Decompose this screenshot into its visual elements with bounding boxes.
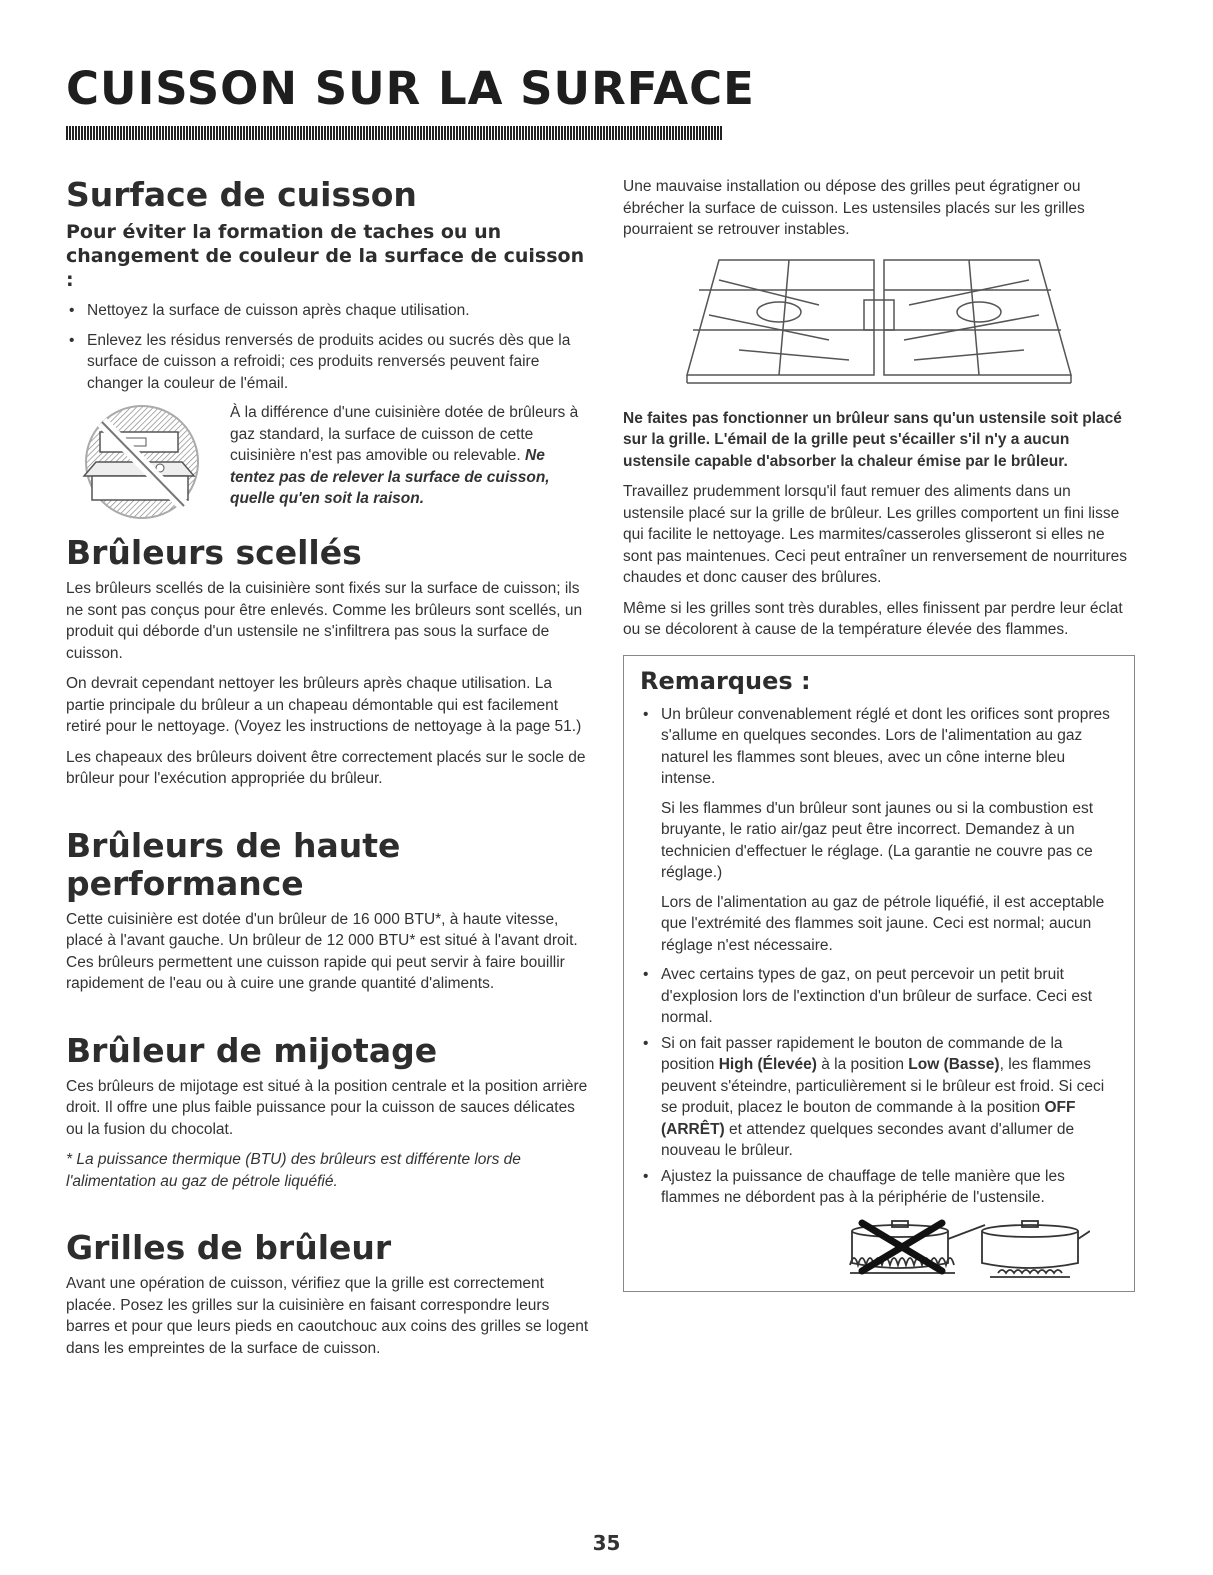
right-column: [623, 176, 1135, 1292]
note-lp-gas: Lors de l'alimentation au gaz de pétrole liquéfié, il est acceptable que l'extrémité des flammes soit jaune. Ceci est normal; aucun réglage n'est nécessaire.: [661, 893, 1105, 954]
durable-paragraph: Même si les grilles sont très durables, elles finissent par perdre leur éclat ou se décolorent à cause de la température élevée des flammes.: [623, 599, 1123, 638]
notes-bullets-2: [640, 964, 1118, 1209]
burner-grates-illustration: [679, 250, 1079, 390]
page-title: CUISSON SUR LA SURFACE: [66, 62, 755, 115]
warning-paragraph: Ne faites pas fonctionner un brûleur sans qu'un ustensile soit placé sur la grille. L'émail de la grille peut s'écailler s'il n'y a aucun ustensile capable d'absorber la chaleur émise par le brûleur.: [623, 409, 1122, 470]
surface-bullets: [66, 300, 591, 394]
label-high: High (Élevée): [718, 1056, 817, 1073]
heading-surface: Surface de cuisson: [66, 175, 417, 214]
heading-simmer-burner: Brûleur de mijotage: [66, 1030, 438, 1070]
grates-p1: Avant une opération de cuisson, vérifiez que la grille est correctement placée. Posez les grilles sur la cuisinière en faisant correspondre leurs barres et pour que leurs pieds en caoutchouc aux coins des grilles se logent dans les empreintes de la surface de cuisson.: [66, 1275, 589, 1357]
label-off: OFF (ARRÊT): [661, 1099, 1076, 1138]
heading-sealed-burners: Brûleurs scellés: [66, 533, 362, 572]
notes-heading: Remarques :: [640, 666, 811, 695]
notes-box: [623, 655, 1135, 1292]
subheading-stains: Pour éviter la formation de taches ou un changement de couleur de la surface de cuisson :: [66, 221, 585, 291]
note-flame-size: • Ajustez la puissance de chauffage de telle manière que les flammes ne débordent pas à la périphérie de l'ustensile.: [640, 1166, 1118, 1209]
flame-size-illustration: [840, 1217, 1090, 1279]
page-number: 35: [592, 1531, 621, 1555]
btu-footnote: * La puissance thermique (BTU) des brûleurs est différente lors de l'alimentation au gaz de pétrole liquéfié.: [66, 1151, 521, 1190]
no-lift-cooktop-illustration: [62, 402, 222, 522]
sealed-p3: Les chapeaux des brûleurs doivent être correctement placés sur le socle de brûleur pour l'exécution appropriée du brûleur.: [66, 748, 586, 787]
note-pop-noise: • Avec certains types de gaz, on peut percevoir un petit bruit d'explosion lors de l'extinction d'un brûleur de surface. Ceci est normal.: [640, 964, 1118, 1029]
bullet-clean: • Nettoyez la surface de cuisson après chaque utilisation.: [66, 300, 591, 322]
heading-high-performance: Brûleurs de haute performance: [66, 825, 401, 903]
notes-bullets: [640, 704, 1118, 790]
title-rule: [66, 126, 722, 140]
bullet-residue: • Enlevez les résidus renversés de produits acides ou sucrés dès que la surface de cuisson a refroidi; ces produits renversés peuvent faire changer la couleur de l'émail.: [66, 330, 591, 395]
note-ignition: • Un brûleur convenablement réglé et dont les orifices sont propres s'allume en quelques secondes. Lors de l'alimentation au gaz naturel les flammes sont bleues, avec un cône interne bleu intense.: [640, 704, 1118, 790]
sealed-p2: On devrait cependant nettoyer les brûleurs après chaque utilisation. La partie principale du brûleur a un chapeau démontable qui est facilement retiré pour le nettoyage. (Voyez les instructions de nettoyage à la page 51.): [66, 675, 582, 735]
left-column: [66, 176, 591, 1368]
surface-warning-emphasis: Ne tentez pas de relever la surface de cuisson, quelle qu'en soit la raison.: [230, 447, 550, 507]
install-paragraph: Une mauvaise installation ou dépose des grilles peut égratigner ou ébrécher la surface de cuisson. Les ustensiles placés sur les grilles pourraient se retrouver instables.: [623, 178, 1085, 238]
heading-burner-grates: Grilles de brûleur: [66, 1228, 392, 1267]
high-p1: Cette cuisinière est dotée d'un brûleur de 16 000 BTU*, à haute vitesse, placé à l'avant gauche. Un brûleur de 12 000 BTU* est situé à l'avant droit. Ces brûleurs permettent une cuisson rapide qui peut servir à faire bouillir rapidement de l'eau ou à cuire une grande quantité d'aliments.: [66, 910, 578, 992]
simmer-p1: Ces brûleurs de mijotage est situé à la position centrale et la position arrière droit. Il offre une plus faible puissance pour la cuisson de sauces délicates ou la fusion du chocolat.: [66, 1077, 588, 1138]
note-knob-switch: • Si on fait passer rapidement le bouton de commande de la position High (Élevée) à la position Low (Basse), les flammes peuvent s'éteindre, particulièrement si le brûleur est froid. Si ceci se produit, placez le bouton de commande à la position OFF (ARRÊT) et attendez quelques secondes avant d'allumer de nouveau le brûleur.: [640, 1033, 1118, 1162]
care-paragraph: Travaillez prudemment lorsqu'il faut remuer des aliments dans un ustensile placé sur la grille de brûleur. Les grilles comportent un fini lisse qui facilite le nettoyage. Les marmites/casseroles glisseront si elles ne sont pas maintenues. Ceci peut entraîner un renversement de nourritures chaudes et donc causer des brûlures.: [623, 483, 1128, 586]
sealed-p1: Les brûleurs scellés de la cuisinière sont fixés sur la surface de cuisson; ils ne sont pas conçus pour être enlevés. Comme les brûleurs sont scellés, un produit qui déborde d'un ustensile ne s'infiltrera pas sous la surface de cuisson.: [66, 580, 583, 662]
label-low: Low (Basse): [908, 1056, 1000, 1073]
surface-paragraph: À la différence d'une cuisinière dotée de brûleurs à gaz standard, la surface de cuisson de cette cuisinière n'est pas amovible ou relevable. Ne tentez pas de relever la surface de cuisson, quelle qu'en soit la raison.: [230, 404, 579, 507]
note-yellow-flames: Si les flammes d'un brûleur sont jaunes ou si la combustion est bruyante, le ratio air/gaz peut être incorrect. Demandez à un technicien d'effectuer le réglage. (La garantie ne couvre pas ce réglage.): [661, 799, 1094, 881]
